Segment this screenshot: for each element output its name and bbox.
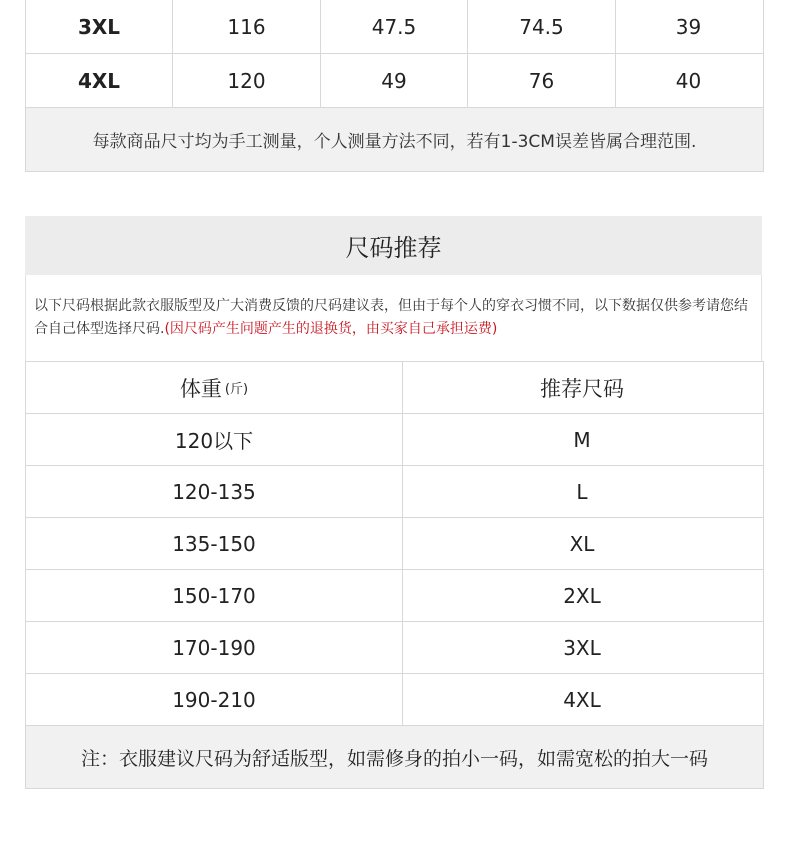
weight-cell: 170-190 bbox=[26, 622, 403, 673]
table-header-row bbox=[26, 362, 763, 414]
recommend-description bbox=[25, 275, 762, 361]
size-chart-table bbox=[25, 0, 764, 172]
weight-cell: 190-210 bbox=[26, 674, 403, 725]
value-cell: 76 bbox=[468, 54, 616, 107]
size-cell: 4XL bbox=[26, 54, 173, 107]
size-cell: 3XL bbox=[26, 0, 173, 53]
header-size: 推荐尺码 bbox=[540, 376, 624, 401]
value-cell: 74.5 bbox=[468, 0, 616, 53]
table-row bbox=[26, 674, 763, 726]
size-cell: L bbox=[576, 479, 588, 504]
size-cell: 2XL bbox=[563, 583, 601, 608]
table-row bbox=[26, 466, 763, 518]
table-row bbox=[26, 622, 763, 674]
value-cell: 120 bbox=[173, 54, 321, 107]
size-cell: M bbox=[573, 427, 591, 452]
header-weight-unit: (斤) bbox=[224, 382, 249, 397]
value-cell: 47.5 bbox=[321, 0, 468, 53]
weight-cell: 150-170 bbox=[26, 570, 403, 621]
table-row bbox=[26, 54, 763, 108]
header-weight bbox=[26, 362, 403, 413]
value-cell: 49 bbox=[321, 54, 468, 107]
table-row bbox=[26, 518, 763, 570]
size-cell: 4XL bbox=[563, 687, 601, 712]
return-policy-note: (因尺码产生问题产生的退换货，由买家自己承担运费) bbox=[164, 321, 498, 337]
weight-cell: 120-135 bbox=[26, 466, 403, 517]
section-title: 尺码推荐 bbox=[25, 216, 762, 275]
description-text: 以下尺码根据此款衣服版型及广大消费反馈的尺码建议表，但由于每个人的穿衣习惯不同，以下数据仅供参考请您结合自己体型选择尺码. bbox=[34, 298, 748, 337]
table-row bbox=[26, 570, 763, 622]
value-cell: 116 bbox=[173, 0, 321, 53]
measurement-note: 每款商品尺寸均为手工测量，个人测量方法不同，若有1-3CM误差皆属合理范围. bbox=[26, 108, 763, 171]
table-row bbox=[26, 414, 763, 466]
header-weight-label: 体重 bbox=[179, 376, 222, 401]
fit-note: 注：衣服建议尺码为舒适版型，如需修身的拍小一码，如需宽松的拍大一码 bbox=[26, 726, 763, 788]
value-cell: 39 bbox=[675, 14, 702, 39]
value-cell: 40 bbox=[675, 68, 702, 93]
weight-cell: 135-150 bbox=[26, 518, 403, 569]
size-cell: XL bbox=[569, 531, 595, 556]
weight-cell: 120以下 bbox=[26, 414, 403, 465]
table-row bbox=[26, 0, 763, 54]
size-recommend-table bbox=[25, 361, 764, 789]
size-cell: 3XL bbox=[563, 635, 601, 660]
